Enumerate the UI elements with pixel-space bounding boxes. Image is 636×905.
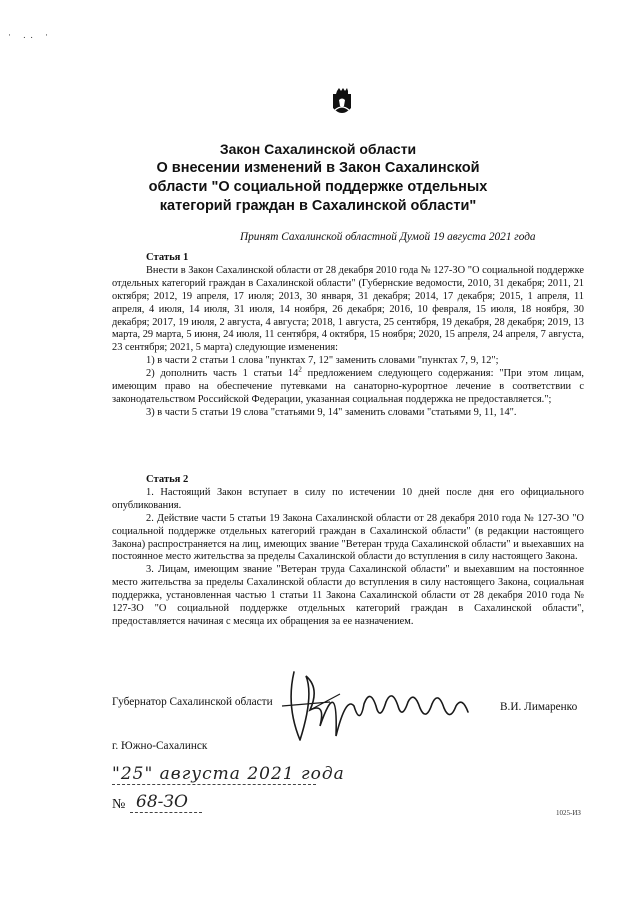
title-line-2: О внесении изменений в Закон Сахалинской — [156, 160, 480, 176]
adoption-note: Принят Сахалинской областной Думой 19 августа 2021 года — [240, 231, 536, 243]
signatory-name: В.И. Лимаренко — [500, 701, 578, 713]
title-line-1: Закон Сахалинской области — [219, 141, 417, 157]
article-2-paragraph-3: 3. Лицам, имеющим звание "Ветеран труда Сахалинской области" и выехавшим на постоянное место жительства за пределы Сахалинской области до вступления в силу настоящего Закона, социальная поддержка, установленная частью 1 статьи 11 Закона Сахалинской области от 28 декабря 2010 года № 127-ЗО "О социальной поддержке отдельных категорий граждан в Сахалинской области", предоставляется начиная с месяца их обращения за ее назначением. — [112, 564, 584, 627]
article-1 — [112, 252, 584, 420]
signatory-position: Губернатор Сахалинской области — [112, 696, 273, 708]
number-underline — [130, 812, 202, 813]
title-line-3: области "О социальной поддержке отдельных — [148, 179, 488, 195]
article-2-paragraph-1: 1. Настоящий Закон вступает в силу по истечении 10 дней после дня его официального опубликования. — [112, 486, 584, 511]
article-2 — [112, 474, 584, 629]
document-title — [130, 140, 506, 216]
date-underline — [112, 784, 316, 786]
item-2-text-after: предложением следующего содержания: "При этом лицам, имеющим право на обеспечение путевками на санаторно-курортное лечение в соответствии с законодательством Российской Федерации, указанная социальная поддержка не предоставляется."; — [112, 368, 584, 405]
number-label: № — [112, 797, 126, 812]
item-2-text-before: 2) дополнить часть 1 статьи 14 — [146, 368, 299, 380]
article-2-heading: Статья 2 — [146, 474, 189, 485]
article-2-paragraph-2: 2. Действие части 5 статьи 19 Закона Сахалинской области от 28 декабря 2010 года № 127-ЗО "О социальной поддержке отдельных категорий граждан в Сахалинской области" (в редакции настоящего Закона) распространяется на лиц, имеющих звание "Ветеран труда Сахалинской области" и выехавших на постоянное место жительства за пределы Сахалинской области до вступления в силу настоящего Закона. — [112, 512, 584, 563]
handwritten-signature — [280, 666, 476, 748]
item-2-superscript: 2 — [298, 365, 302, 374]
title-line-4: категорий граждан в Сахалинской области" — [159, 198, 477, 214]
article-1-intro: Внести в Закон Сахалинской области от 28 декабря 2010 года № 127-ЗО "О социальной поддержке отдельных категорий граждан в Сахалинской области" (Губернские ведомости, 2010, 31 декабря; 2011, 21 октября; 2012, 19 апреля, 17 июля; 2013, 30 января, 31 декабря; 2014, 17 декабря; 2015, 1 апреля, 11 апреля, 4 июля, 14 июля, 31 июля, 14 ноября, 26 декабря; 2016, 10 февраля, 15 июля, 18 ноября, 30 декабря; 2017, 19 июля, 2 августа, 4 августа; 2018, 1 августа, 25 сентября, 19 декабря, 28 декабря; 2019, 13 марта, 29 марта, 5 июня, 24 июля, 11 сентября, 4 октября, 15 ноября; 2020, 15 апреля, 24 апреля, 7 августа, 23 сентября; 2021, 5 марта) следующие изменения: — [112, 264, 584, 354]
handwritten-date: "25" августа 2021 года — [112, 764, 345, 784]
signing-city: г. Южно-Сахалинск — [112, 740, 208, 752]
scan-specks: · .. · — [8, 30, 53, 40]
article-1-item-3: 3) в части 5 статьи 19 слова "статьями 9, 14" заменить словами "статьями 9, 11, 14". — [146, 406, 517, 418]
article-1-heading: Статья 1 — [146, 252, 189, 263]
article-1-item-2 — [112, 365, 584, 407]
article-1-item-1: 1) в части 2 статьи 1 слова "пунктах 7, 12" заменить словами "пунктах 7, 9, 12"; — [146, 355, 499, 367]
coat-of-arms-icon — [331, 88, 353, 118]
handwritten-law-number: 68-ЗО — [136, 792, 188, 812]
document-code: 1025-ИЗ — [556, 809, 581, 817]
